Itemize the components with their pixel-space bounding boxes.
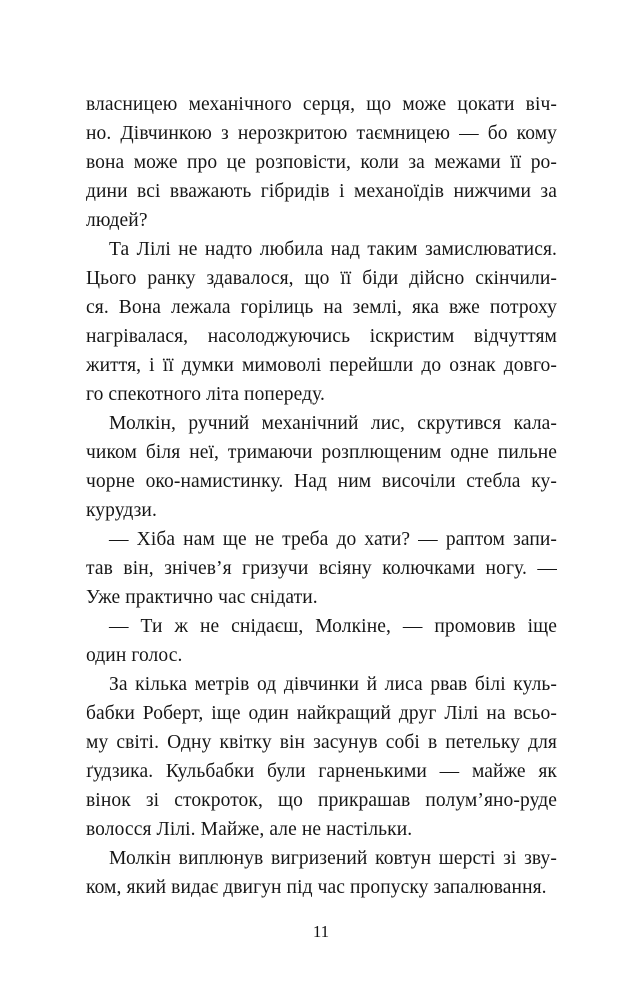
text-line: го спекотного літа попереду. (86, 384, 325, 405)
text-block (86, 90, 557, 902)
text-line: чиком біля неї, тримаючи розплющеним одне пильне (86, 442, 557, 463)
text-line: ся. Вона лежала горілиць на землі, яка вже потроху (86, 297, 557, 318)
text-line: ком, який видає двигун під час пропуску запалювання. (86, 877, 547, 898)
text-line: чорне око-намистинку. Над ним височіли стебла ку- (86, 471, 557, 492)
text-line: За кілька метрів од дівчинки й лиса рвав білі куль- (109, 674, 557, 695)
text-line: бабки Роберт, іще один найкращий друг Лілі на всьо- (86, 703, 557, 724)
paragraph (86, 409, 557, 525)
text-line: волосся Лілі. Майже, але не настільки. (86, 819, 413, 840)
paragraph (86, 525, 557, 612)
text-line: Та Лілі не надто любила над таким замислюватися. (109, 239, 557, 260)
text-line: Цього ранку здавалося, що її біди дійсно скінчили- (86, 268, 557, 289)
text-line: Уже практично час снідати. (86, 587, 318, 608)
paragraph (86, 235, 557, 409)
paragraph (86, 90, 557, 235)
page-number: 11 (312, 922, 330, 941)
text-line: тав він, знічев’я гризучи всіяну колючками ногу. — (86, 558, 557, 579)
text-line: — Ти ж не снідаєш, Молкіне, — промовив іще (109, 616, 557, 637)
text-line: — Хіба нам ще не треба до хати? — раптом запи- (109, 529, 557, 550)
paragraph (86, 612, 557, 670)
text-line: Молкін виплюнув вигризений ковтун шерсті зі зву- (109, 848, 557, 869)
text-line: дини всі вважають гібридів і механоїдів нижчими за (86, 181, 557, 202)
text-line: вінок зі стокроток, що прикрашав полум’яно-руде (86, 790, 557, 811)
text-line: курудзи. (86, 500, 157, 521)
text-line: нагрівалася, насолоджуючись іскристим відчуттям (86, 326, 557, 347)
text-line: власницею механічного серця, що може цокати віч- (86, 94, 557, 115)
text-line: ґудзика. Кульбабки були гарненькими — майже як (86, 761, 557, 782)
text-line: життя, і її думки мимоволі перейшли до ознак довго- (86, 355, 557, 376)
paragraph (86, 844, 557, 902)
text-line: людей? (86, 210, 148, 231)
text-line: Молкін, ручний механічний лис, скрутився кала- (109, 413, 557, 434)
paragraph (86, 670, 557, 844)
text-line: вона може про це розповісти, коли за межами її ро- (86, 152, 557, 173)
text-line: му світі. Одну квітку він засунув собі в петельку для (86, 732, 557, 753)
text-line: один голос. (86, 645, 183, 666)
text-line: но. Дівчинкою з нерозкритою таємницею — бо кому (86, 123, 557, 144)
